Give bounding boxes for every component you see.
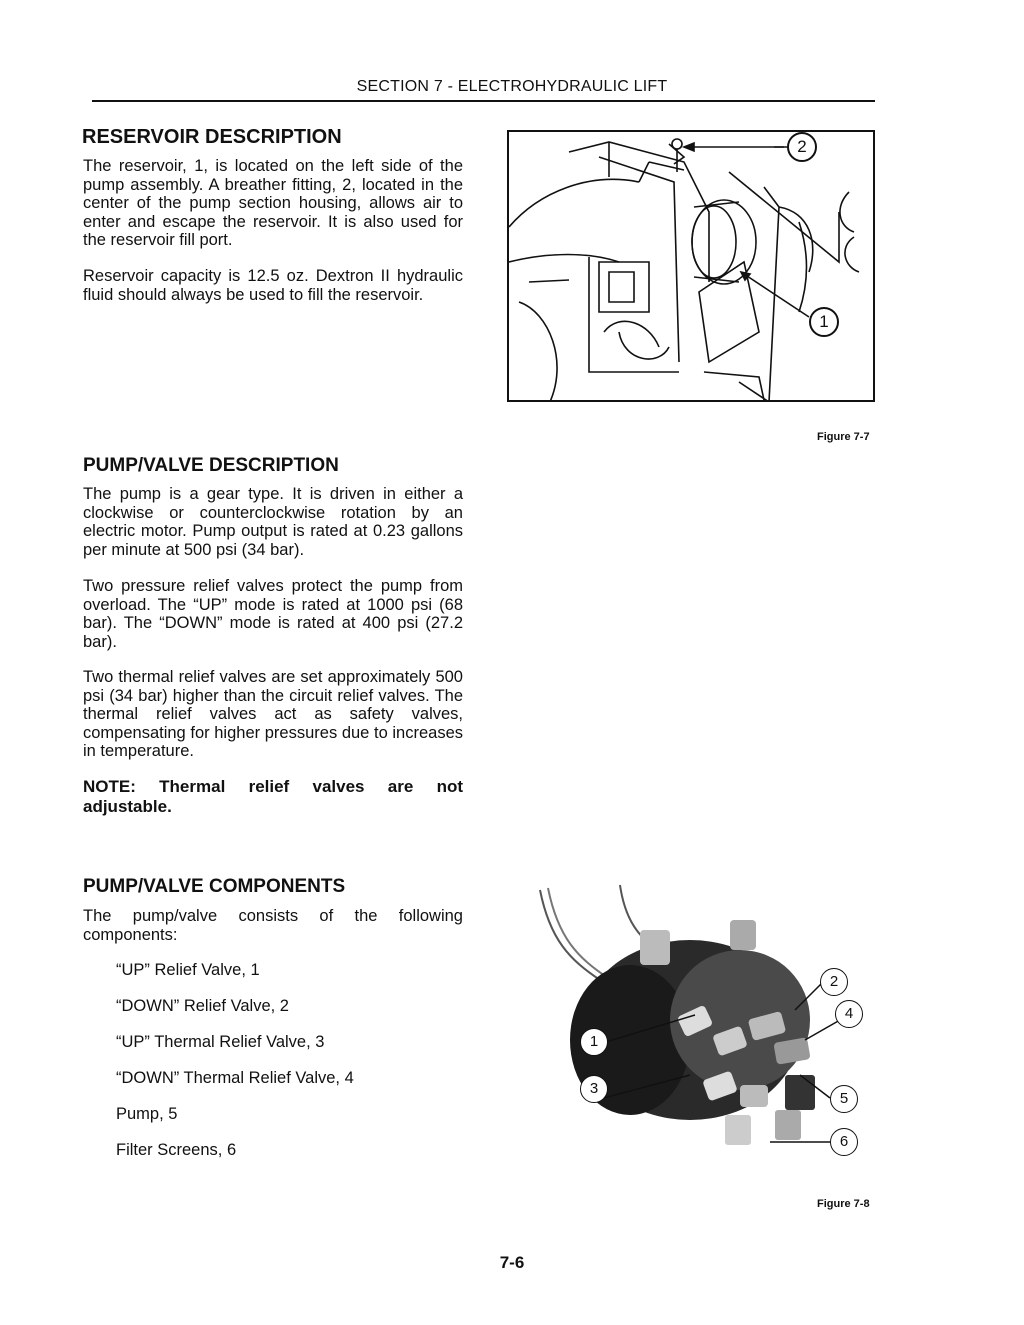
reservoir-heading: RESERVOIR DESCRIPTION bbox=[82, 126, 342, 148]
callout-4: 4 bbox=[835, 1000, 863, 1028]
pump-paragraph-2: Two pressure relief valves protect the pump from overload. The “UP” mode is rated at 1000 psi (68 bar). The “DOWN” mode is rated at 400 psi (27.2 bar). bbox=[83, 577, 463, 651]
pump-paragraph-1: The pump is a gear type. It is driven in either a clockwise or counterclockwise rotation by an electric motor. Pump output is rated at 0.23 gallons per minute at 500 psi (34 bar). bbox=[83, 485, 463, 559]
reservoir-paragraph-2: Reservoir capacity is 12.5 oz. Dextron II hydraulic fluid should always be used to fill the reservoir. bbox=[83, 267, 463, 304]
reservoir-paragraph-1: The reservoir, 1, is located on the left side of the pump assembly. A breather fitting, 2, located in the center of the pump section housing, allows air to enter and escape the reservoir. It is also used for the reservoir fill port. bbox=[83, 157, 463, 249]
section-header: SECTION 7 - ELECTROHYDRAULIC LIFT bbox=[356, 78, 668, 95]
callout-1: 1 bbox=[809, 307, 839, 337]
components-intro: The pump/valve consists of the following components: bbox=[83, 907, 463, 944]
components-list bbox=[116, 960, 354, 1176]
callout-1: 1 bbox=[580, 1028, 608, 1056]
list-item: “UP” Relief Valve, 1 bbox=[116, 961, 260, 979]
figure-7-8-caption: Figure 7-8 bbox=[817, 1198, 870, 1210]
figure-reservoir-drawing bbox=[507, 130, 875, 402]
pump-paragraph-3: Two thermal relief valves are set approximately 500 psi (34 bar) higher than the circuit relief valves. The thermal relief valves act as safety valves, compensating for higher pressures due to increases in temperature. bbox=[83, 668, 463, 760]
pump-valve-illustration bbox=[530, 880, 875, 1180]
callout-5: 5 bbox=[830, 1085, 858, 1113]
figure-pump-valve-photo bbox=[530, 880, 875, 1180]
callout-2: 2 bbox=[820, 968, 848, 996]
callout-3: 3 bbox=[580, 1075, 608, 1103]
callout-6: 6 bbox=[830, 1128, 858, 1156]
note-thermal-valves: NOTE: Thermal relief valves are not adjustable. bbox=[83, 777, 463, 816]
figure-7-7-caption: Figure 7-7 bbox=[817, 431, 870, 443]
list-item: “DOWN” Relief Valve, 2 bbox=[116, 997, 289, 1015]
list-item: “DOWN” Thermal Relief Valve, 4 bbox=[116, 1069, 354, 1087]
list-item: Pump, 5 bbox=[116, 1105, 178, 1123]
header-rule bbox=[92, 100, 875, 102]
callout-2: 2 bbox=[787, 132, 817, 162]
list-item: “UP” Thermal Relief Valve, 3 bbox=[116, 1033, 325, 1051]
reservoir-illustration bbox=[509, 132, 875, 402]
list-item: Filter Screens, 6 bbox=[116, 1141, 237, 1159]
page-number: 7-6 bbox=[499, 1253, 525, 1272]
components-heading: PUMP/VALVE COMPONENTS bbox=[83, 876, 346, 897]
pump-description-heading: PUMP/VALVE DESCRIPTION bbox=[83, 455, 339, 476]
